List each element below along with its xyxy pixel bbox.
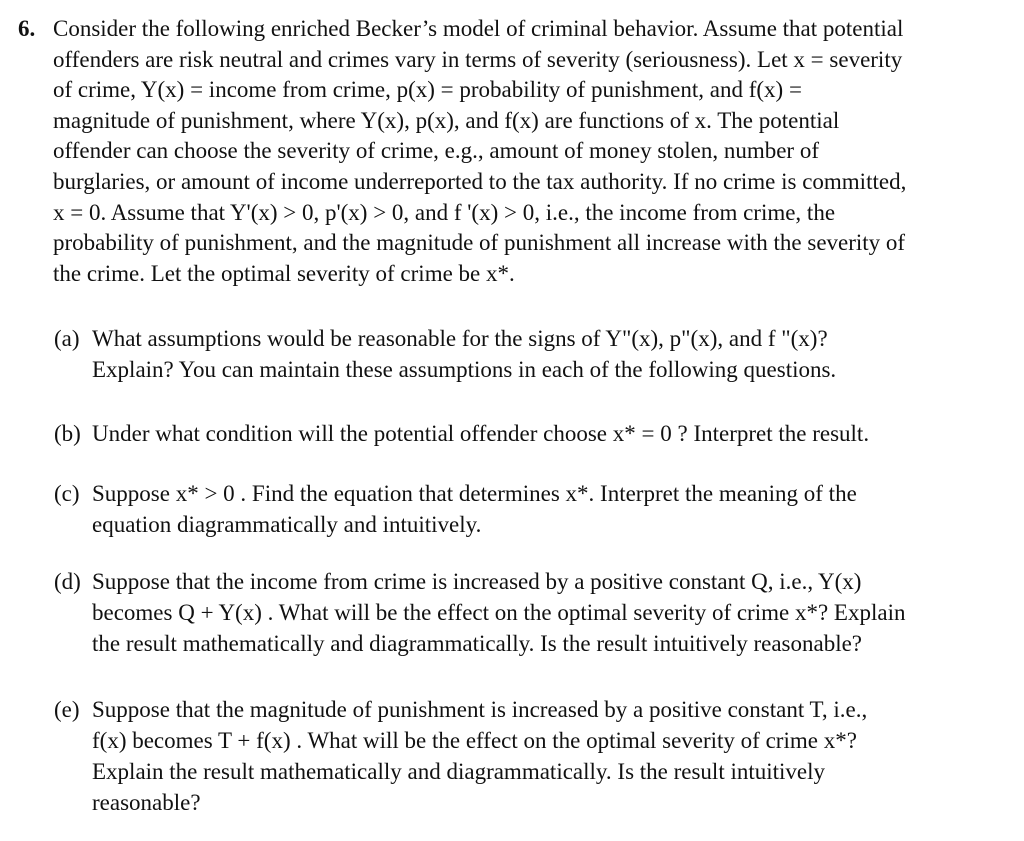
- question-number: 6.: [18, 16, 36, 41]
- part-a-label: (a): [54, 326, 80, 351]
- part-c-label: (c): [54, 481, 80, 506]
- part-b-text: Under what condition will the potential offender choose x* = 0 ? Interpret the result.: [92, 421, 870, 446]
- part-c: [54, 478, 980, 540]
- part-e-text: Suppose that the magnitude of punishment is increased by a positive constant T, i.e., f(x) becomes T + f(x) . What will be the effect on the optimal severity of crime x*? Explain the result mathematically and diagrammatically. Is the result intuitively reasonable?: [92, 697, 868, 815]
- part-b-label: (b): [54, 421, 81, 446]
- question-stem: Consider the following enriched Becker’s model of criminal behavior. Assume that potential offenders are risk neutral and crimes vary in terms of severity (seriousness). Let x = severity of crime, Y(x) = income from crime, p(x) = probability of punishment, and f(x) = magnitude of punishment, where Y(x), p(x), and f(x) are functions of x. The potential offender can choose the severity of crime, e.g., amount of money stolen, number of burglaries, or amount of income underreported to the tax authority. If no crime is committed, x = 0. Assume that Y'(x) > 0, p'(x) > 0, and f '(x) > 0, i.e., the income from crime, the probability of punishment, and the magnitude of punishment all increase with the severity of the crime. Let the optimal severity of crime be x*.: [53, 16, 907, 286]
- part-a-text: What assumptions would be reasonable for the signs of Y"(x), p"(x), and f "(x)? Explain? You can maintain these assumptions in each of the following questions.: [92, 326, 837, 382]
- part-e: [54, 694, 980, 818]
- part-e-label: (e): [54, 697, 80, 722]
- part-b: [54, 418, 980, 449]
- part-c-text: Suppose x* > 0 . Find the equation that determines x*. Interpret the meaning of the equation diagrammatically and intuitively.: [92, 481, 857, 537]
- part-d-label: (d): [54, 569, 81, 594]
- part-d-text: Suppose that the income from crime is increased by a positive constant Q, i.e., Y(x) becomes Q + Y(x) . What will be the effect on the optimal severity of crime x*? Explain the result mathematically and diagrammatically. Is the result intuitively reasonable?: [92, 569, 906, 656]
- part-a: [54, 323, 980, 385]
- part-d: [54, 566, 980, 659]
